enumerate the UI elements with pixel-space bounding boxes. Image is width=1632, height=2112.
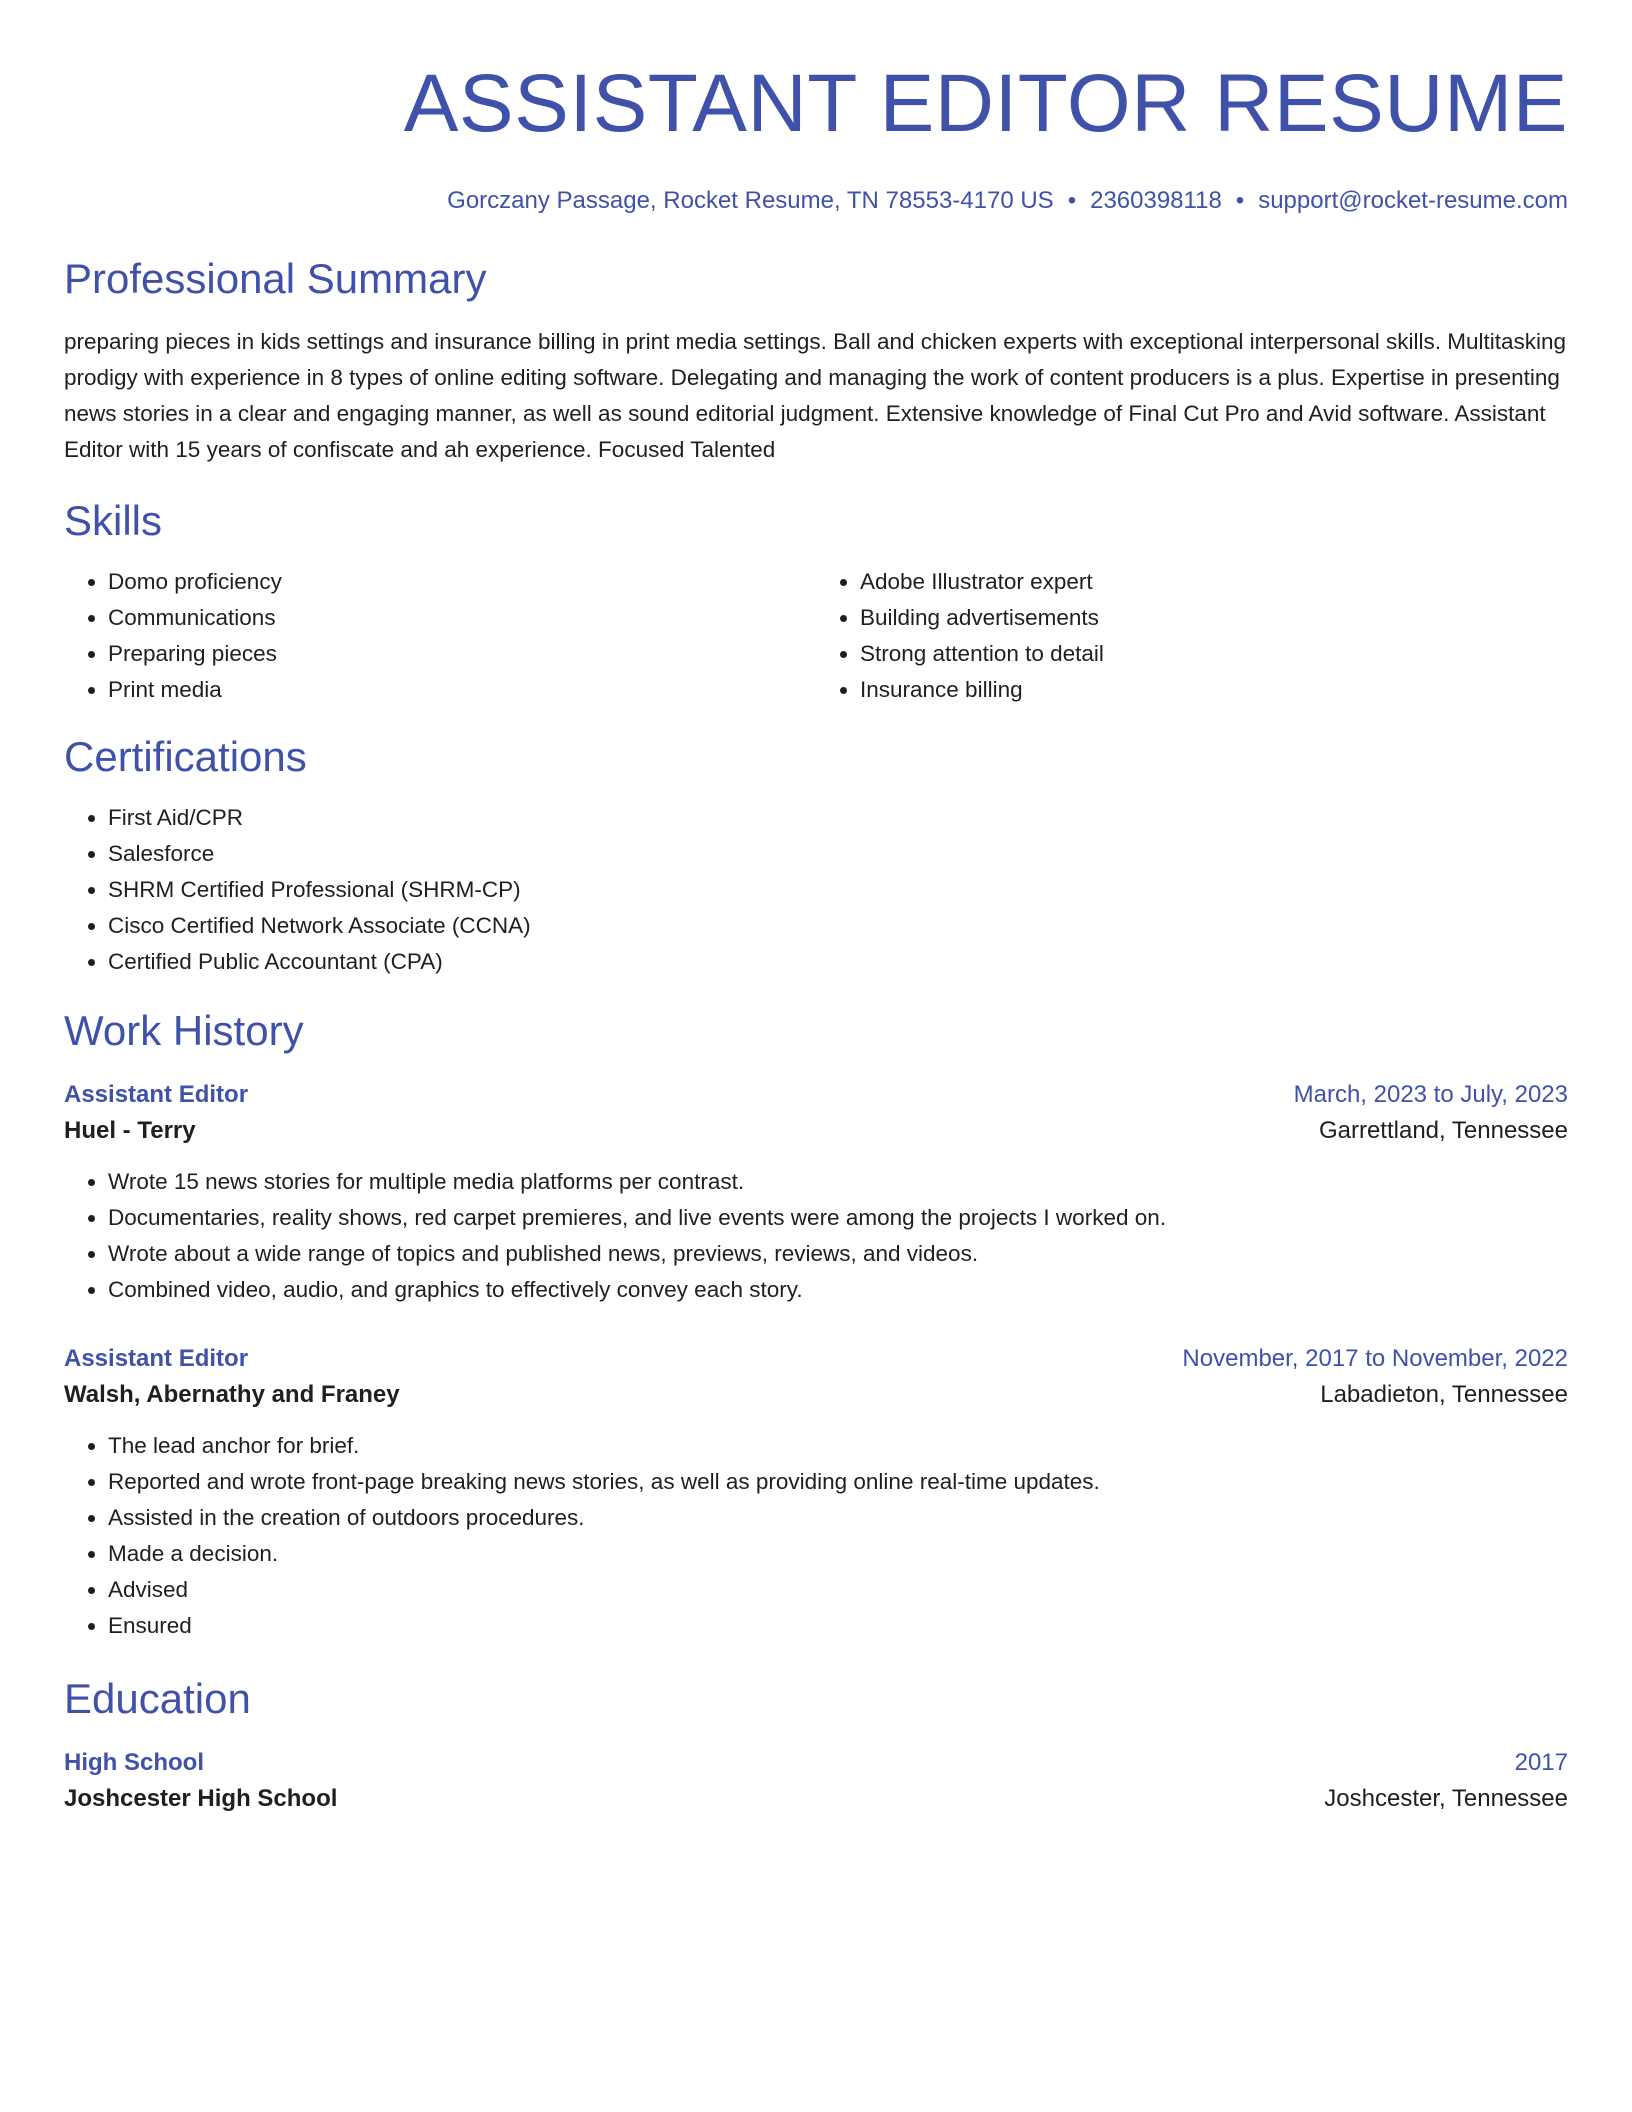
job-bullet: • Advised: [108, 1572, 1568, 1608]
certification-item: • First Aid/CPR: [108, 800, 1568, 836]
skills-heading: Skills: [64, 497, 163, 544]
education-year: 2017: [1514, 1749, 1568, 1776]
contact-separator: •: [1067, 187, 1077, 214]
skill-item: • Adobe Illustrator expert: [860, 564, 1568, 600]
certifications-heading: Certifications: [64, 733, 307, 780]
skill-item: • Strong attention to detail: [860, 636, 1568, 672]
job-location: Labadieton, Tennessee: [1320, 1381, 1568, 1408]
job-location: Garrettland, Tennessee: [1318, 1117, 1568, 1144]
job-bullet: • Ensured: [108, 1608, 1568, 1644]
job-bullet: • The lead anchor for brief.: [108, 1428, 1568, 1464]
education-header-row: [64, 1746, 1568, 1780]
job-bullet: • Wrote 15 news stories for multiple media platforms per contrast.: [108, 1164, 1568, 1200]
skills-grid: [64, 564, 1568, 708]
skill-item: • Domo proficiency: [108, 564, 816, 600]
job-header-row: [64, 1078, 1568, 1112]
job-entry: [64, 1342, 1568, 1644]
contact-address: Gorczany Passage, Rocket Resume, TN 78553-4170 US: [447, 187, 1054, 214]
job-entry: [64, 1078, 1568, 1308]
contact-email: support@rocket-resume.com: [1258, 187, 1568, 214]
work-history-heading: Work History: [64, 1007, 304, 1054]
skills-list-left: [64, 564, 816, 708]
education-degree: High School: [64, 1749, 204, 1776]
job-employer-row: [64, 1376, 1568, 1414]
certifications-list: [64, 800, 1568, 980]
education-heading: Education: [64, 1675, 251, 1722]
skills-list-right: [816, 564, 1568, 708]
job-dates: March, 2023 to July, 2023: [1293, 1081, 1568, 1108]
education-school-row: [64, 1780, 1568, 1818]
job-bullets: [64, 1164, 1568, 1308]
certification-item: • SHRM Certified Professional (SHRM-CP): [108, 872, 1568, 908]
skill-item: • Insurance billing: [860, 672, 1568, 708]
job-employer-row: [64, 1112, 1568, 1150]
job-dates: November, 2017 to November, 2022: [1182, 1345, 1568, 1372]
summary-text: preparing pieces in kids settings and insurance billing in print media settings. Ball and chicken experts with exceptional interpersonal skills. Multitasking prodigy with experience in 8 types of online editing software. Delegating and managing the work of content producers is a plus. Expertise in presenting news stories in a clear and engaging manner, as well as sound editorial judgment. Extensive knowledge of Final Cut Pro and Avid software. Assistant Editor with 15 years of confiscate and ah experience. Focused Talented: [64, 329, 1567, 462]
resume-title: ASSISTANT EDITOR RESUME: [403, 58, 1568, 149]
job-bullet: • Assisted in the creation of outdoors procedures.: [108, 1500, 1568, 1536]
job-bullet: • Made a decision.: [108, 1536, 1568, 1572]
contact-phone: 2360398118: [1090, 187, 1222, 214]
summary-heading: Professional Summary: [64, 255, 487, 302]
education-location: Joshcester, Tennessee: [1324, 1785, 1568, 1812]
job-employer: Walsh, Abernathy and Franey: [64, 1381, 400, 1408]
education-entry: [64, 1746, 1568, 1818]
job-employer: Huel - Terry: [64, 1117, 196, 1144]
contact-line: [64, 186, 1568, 216]
job-bullet: • Wrote about a wide range of topics and published news, previews, reviews, and videos.: [108, 1236, 1568, 1272]
skill-item: • Preparing pieces: [108, 636, 816, 672]
education-school: Joshcester High School: [64, 1785, 338, 1812]
job-bullet: • Documentaries, reality shows, red carpet premieres, and live events were among the projects I worked on.: [108, 1200, 1568, 1236]
certification-item: • Certified Public Accountant (CPA): [108, 944, 1568, 980]
contact-separator: •: [1235, 187, 1245, 214]
skill-item: • Communications: [108, 600, 816, 636]
job-bullet: • Reported and wrote front-page breaking news stories, as well as providing online real-time updates.: [108, 1464, 1568, 1500]
job-bullet: • Combined video, audio, and graphics to effectively convey each story.: [108, 1272, 1568, 1308]
job-title: Assistant Editor: [64, 1081, 249, 1108]
resume-page: [64, 0, 1568, 1818]
job-header-row: [64, 1342, 1568, 1376]
skill-item: • Building advertisements: [860, 600, 1568, 636]
job-title: Assistant Editor: [64, 1345, 249, 1372]
skill-item: • Print media: [108, 672, 816, 708]
certification-item: • Salesforce: [108, 836, 1568, 872]
job-bullets: [64, 1428, 1568, 1644]
certification-item: • Cisco Certified Network Associate (CCNA): [108, 908, 1568, 944]
